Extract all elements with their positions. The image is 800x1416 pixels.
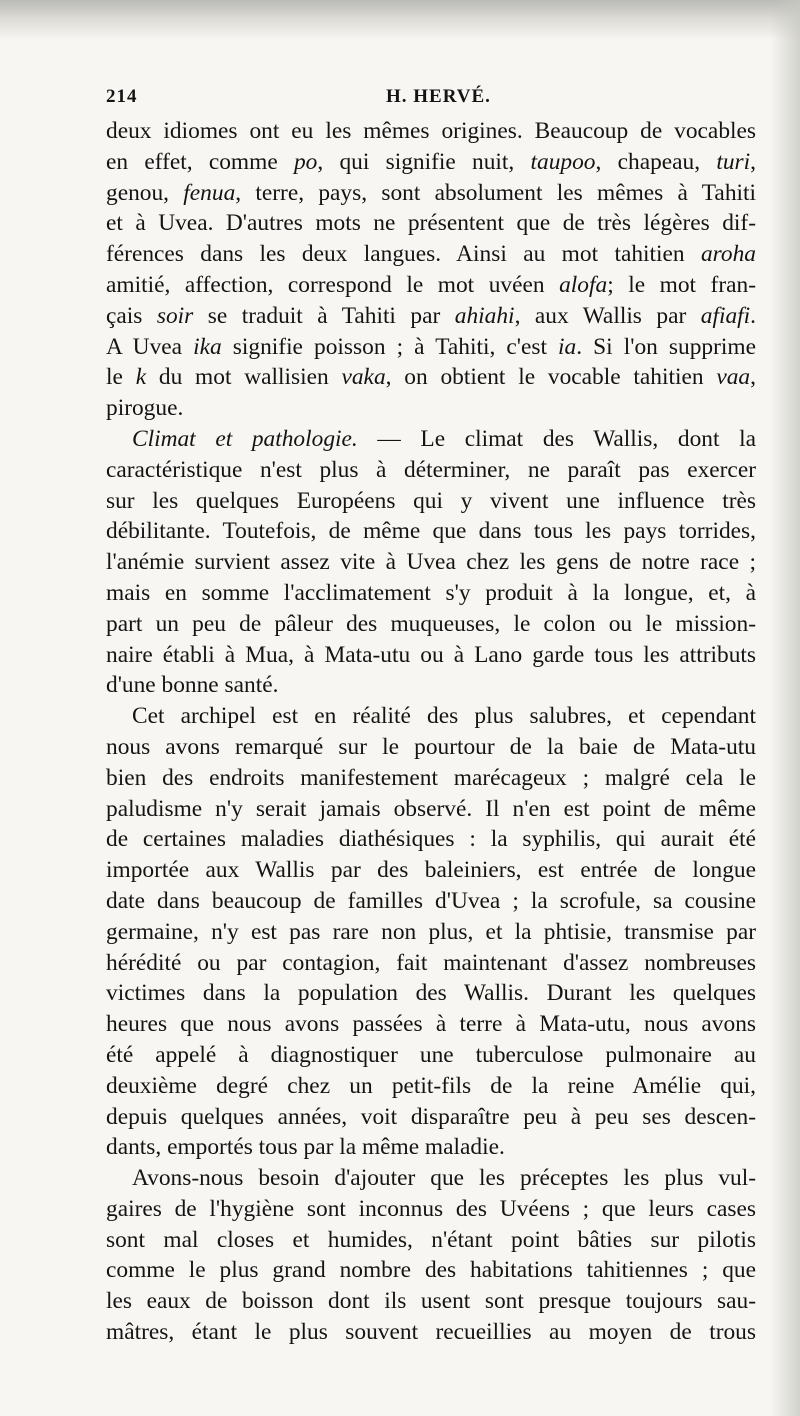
- italic-term: alofa: [559, 271, 608, 298]
- text-line: [106, 239, 756, 270]
- italic-term: Climat et pathologie.: [132, 425, 358, 452]
- text-run: ,: [750, 364, 756, 391]
- text-run: été appelé à diagnostiquer une tuberculose pulmonaire au: [106, 1041, 756, 1068]
- text-line: [106, 301, 756, 332]
- text-run: , terre, pays, sont absolument les mêmes à Tahiti: [235, 179, 757, 206]
- text-run: . Si l'on supprime: [576, 333, 756, 360]
- text-run: deux idiomes ont eu les mêmes origines. Beaucoup de vocables: [106, 118, 756, 144]
- text-run: nous avons remarqué sur le pourtour de la baie de Mata-utu: [106, 733, 756, 760]
- text-line: [106, 1286, 756, 1317]
- text-run: , chapeau,: [595, 148, 717, 175]
- text-run: paludisme n'y serait jamais observé. Il n'en est point de même: [106, 795, 756, 822]
- text-run: sur les quelques Européens qui y vivent une influence très: [106, 487, 756, 514]
- text-run: caractéristique n'est plus à déterminer, ne paraît pas exercer: [106, 456, 756, 483]
- text-line: [106, 178, 756, 209]
- text-line: [106, 424, 756, 455]
- text-line: [106, 270, 756, 301]
- text-line: [106, 609, 756, 640]
- text-run: bien des endroits manifestement marécageux ; malgré cela le: [106, 764, 756, 791]
- text-run: sont mal closes et humides, n'étant point bâties sur pilotis: [106, 1226, 756, 1253]
- text-line: [106, 978, 756, 1009]
- text-run: débilitante. Toutefois, de même que dans tous les pays torrides,: [106, 518, 756, 545]
- text-run: le: [106, 364, 136, 391]
- text-line: [106, 855, 756, 886]
- text-run: du mot wallisien: [146, 364, 342, 391]
- text-run: ; le mot fran-: [607, 271, 756, 298]
- book-page: [106, 86, 756, 1348]
- italic-term: taupoo: [530, 148, 596, 175]
- text-line: [106, 1071, 756, 1102]
- text-run: victimes dans la population des Wallis. Durant les quelques: [106, 980, 756, 1007]
- text-line: [106, 393, 756, 424]
- text-run: date dans beaucoup de familles d'Uvea ; la scrofule, sa cousine: [106, 887, 756, 914]
- text-run: naire établi à Mua, à Mata-utu ou à Lano garde tous les attributs: [106, 641, 756, 668]
- text-run: mâtres, étant le plus souvent recueillies au moyen de trous: [106, 1319, 756, 1346]
- text-run: importée aux Wallis par des baleiniers, est entrée de longue: [106, 857, 756, 884]
- text-run: en effet, comme: [106, 148, 294, 175]
- text-run: les eaux de boisson dont ils usent sont presque toujours sau-: [106, 1288, 756, 1315]
- page-number: 214: [106, 86, 138, 107]
- text-run: mais en somme l'acclimatement s'y produit à la longue, et, à: [106, 579, 756, 606]
- text-line: [106, 948, 756, 979]
- page-edge-shadow-top: [0, 0, 800, 40]
- text-line: [106, 455, 756, 486]
- text-run: l'anémie survient assez vite à Uvea chez les gens de notre race ;: [106, 549, 756, 576]
- text-line: [106, 208, 756, 239]
- italic-term: ia: [558, 333, 577, 360]
- text-run: A Uvea: [106, 333, 194, 360]
- text-run: deuxième degré chez un petit-fils de la reine Amélie qui,: [106, 1072, 756, 1099]
- text-line: [106, 1132, 756, 1163]
- text-run: férences dans les deux langues. Ainsi au mot tahitien: [106, 241, 701, 268]
- italic-term: fenua: [183, 179, 236, 206]
- text-line: [106, 116, 756, 147]
- text-run: , aux Wallis par: [514, 302, 701, 329]
- text-line: [106, 147, 756, 178]
- italic-term: ika: [193, 333, 222, 360]
- text-line: [106, 1009, 756, 1040]
- text-line: [106, 886, 756, 917]
- text-run: , qui signifie nuit,: [317, 148, 531, 175]
- text-run: amitié, affection, correspond le mot uvéen: [106, 271, 560, 298]
- text-line: [106, 1163, 756, 1194]
- text-run: depuis quelques années, voit disparaître peu à peu ses descen-: [106, 1103, 756, 1130]
- text-run: Cet archipel est en réalité des plus salubres, et cependant: [132, 703, 756, 730]
- text-run: ,: [750, 148, 756, 175]
- text-line: [106, 486, 756, 517]
- text-run: , on obtient le vocable tahitien: [385, 364, 717, 391]
- text-line: [106, 332, 756, 363]
- text-run: et à Uvea. D'autres mots ne présentent que de très légères dif-: [106, 210, 756, 237]
- italic-term: aroha: [700, 241, 756, 268]
- text-run: gaires de l'hygiène sont inconnus des Uvéens ; que leurs cases: [106, 1195, 756, 1222]
- text-line: [106, 578, 756, 609]
- italic-term: k: [135, 364, 147, 391]
- text-run: .: [750, 302, 757, 329]
- text-line: [106, 547, 756, 578]
- text-line: [106, 362, 756, 393]
- running-title: H. HERVÉ.: [386, 86, 491, 107]
- text-run: signifie poisson ; à Tahiti, c'est: [221, 333, 559, 360]
- text-line: [106, 516, 756, 547]
- text-run: çais: [106, 302, 157, 329]
- text-line: [106, 763, 756, 794]
- text-line: [106, 640, 756, 671]
- text-line: [106, 1225, 756, 1256]
- text-line: [106, 1194, 756, 1225]
- running-head: [106, 86, 756, 116]
- italic-term: turi: [716, 148, 751, 175]
- text-run: part un peu de pâleur des muqueuses, le colon ou le mission-: [106, 610, 756, 637]
- italic-term: vaa: [716, 364, 751, 391]
- text-run: Avons-nous besoin d'ajouter que les préceptes les plus vul-: [132, 1165, 756, 1192]
- text-line: [106, 701, 756, 732]
- text-line: [106, 1317, 756, 1348]
- text-run: hérédité ou par contagion, fait maintenant d'assez nombreuses: [106, 949, 756, 976]
- text-line: [106, 824, 756, 855]
- text-line: [106, 732, 756, 763]
- text-run: se traduit à Tahiti par: [193, 302, 455, 329]
- text-run: de certaines maladies diathésiques : la syphilis, qui aurait été: [106, 826, 756, 853]
- text-line: [106, 670, 756, 701]
- text-line: [106, 794, 756, 825]
- text-run: germaine, n'y est pas rare non plus, et la phtisie, transmise par: [106, 918, 756, 945]
- italic-term: po: [293, 148, 318, 175]
- italic-term: afiafi: [700, 302, 751, 329]
- italic-term: vaka: [341, 364, 386, 391]
- text-line: [106, 917, 756, 948]
- text-run: genou,: [106, 179, 184, 206]
- text-body: [106, 116, 756, 1348]
- text-run: — Le climat des Wallis, dont la: [357, 425, 756, 452]
- text-run: pirogue.: [106, 395, 184, 422]
- page-edge-shadow-right: [770, 0, 800, 1416]
- text-run: d'une bonne santé.: [106, 672, 279, 699]
- italic-term: soir: [156, 302, 194, 329]
- text-line: [106, 1255, 756, 1286]
- text-run: dants, emportés tous par la même maladie.: [106, 1134, 505, 1161]
- text-run: heures que nous avons passées à terre à Mata-utu, nous avons: [106, 1011, 756, 1038]
- text-line: [106, 1102, 756, 1133]
- text-line: [106, 1040, 756, 1071]
- text-run: comme le plus grand nombre des habitations tahitiennes ; que: [106, 1257, 756, 1284]
- italic-term: ahiahi: [454, 302, 515, 329]
